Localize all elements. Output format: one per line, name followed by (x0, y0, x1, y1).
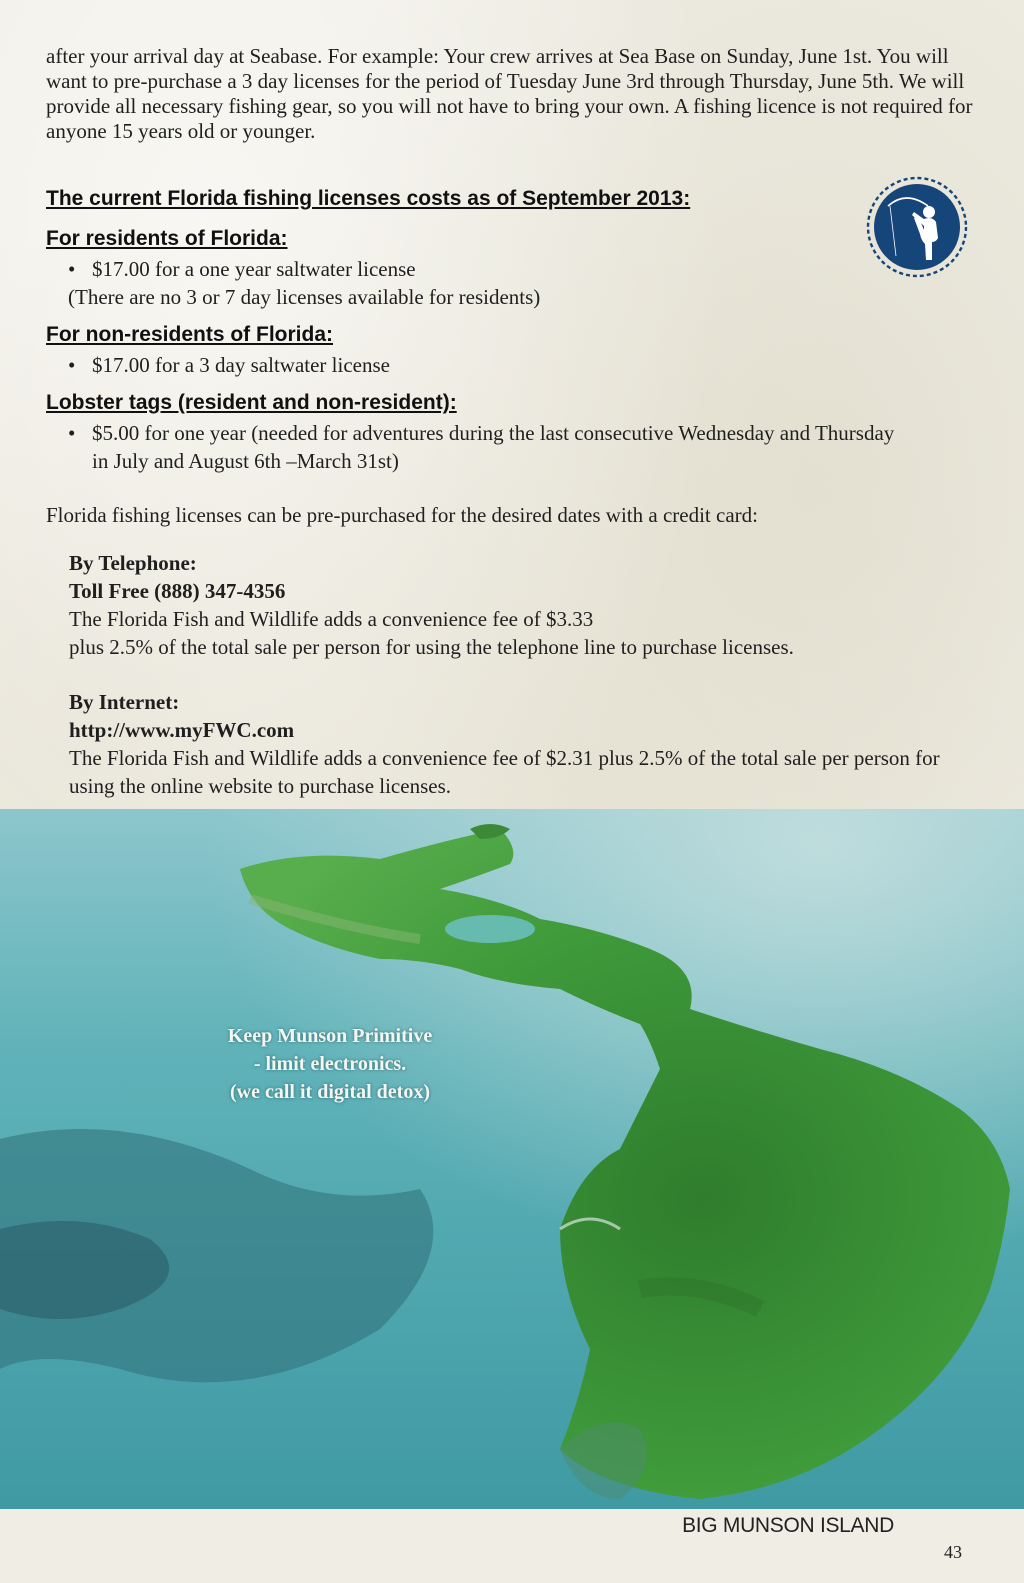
caption-line: - limit electronics. (253, 1053, 407, 1075)
caption-line: Keep Munson Primitive (227, 1025, 433, 1047)
bullet-dot: • (68, 257, 76, 281)
list-item (68, 352, 390, 378)
page-number: 43 (944, 1542, 962, 1562)
photo-caption (190, 1022, 470, 1106)
telephone-heading: By Telephone: (69, 551, 197, 575)
internet-heading: By Internet: (69, 690, 180, 714)
residents-bullet-text: $17.00 for a one year saltwater license (92, 257, 416, 281)
bullet-dot: • (68, 421, 76, 445)
lobster-bullet-text: $5.00 for one year (needed for adventures during the last consecutive Wednesday and Thursday in July and August 6th –March 31st) (92, 421, 895, 473)
island-aerial-photo (0, 809, 1024, 1509)
footer-title: BIG MUNSON ISLAND (682, 1514, 894, 1537)
intro-paragraph: after your arrival day at Seabase. For example: Your crew arrives at Sea Base on Sunday, June 1st. You will want to pre-purchase a 3 day licenses for the period of Tuesday June 3rd through Thursday, June 5th. We will provide all necessary fishing gear, so you will not have to bring your own. A fishing licence is not required for anyone 15 years old or younger. (46, 44, 973, 143)
telephone-fee-line1: The Florida Fish and Wildlife adds a convenience fee of $3.33 (69, 607, 594, 631)
caption-line: (we call it digital detox) (230, 1081, 430, 1103)
nonresidents-heading: For non-residents of Florida: (46, 323, 333, 346)
residents-note: (There are no 3 or 7 day licenses available for residents) (68, 285, 541, 309)
residents-heading: For residents of Florida: (46, 227, 288, 250)
costs-heading: The current Florida fishing licenses costs as of September 2013: (46, 187, 691, 210)
internet-url[interactable]: http://www.myFWC.com (69, 718, 295, 742)
list-item (68, 419, 898, 475)
lobster-heading: Lobster tags (resident and non-resident): (46, 391, 457, 414)
nonresidents-bullet-text: $17.00 for a 3 day saltwater license (92, 353, 390, 377)
list-item (68, 256, 416, 282)
purchase-intro: Florida fishing licenses can be pre-purchased for the desired dates with a credit card: (46, 503, 758, 527)
bullet-dot: • (68, 353, 76, 377)
internet-fee-text: The Florida Fish and Wildlife adds a convenience fee of $2.31 plus 2.5% of the total sale per person for using the online website to purchase licenses. (69, 746, 940, 798)
telephone-number: Toll Free (888) 347-4356 (69, 579, 286, 603)
telephone-fee-line2: plus 2.5% of the total sale per person for using the telephone line to purchase licenses. (69, 635, 794, 659)
fisherman-icon (866, 176, 968, 278)
